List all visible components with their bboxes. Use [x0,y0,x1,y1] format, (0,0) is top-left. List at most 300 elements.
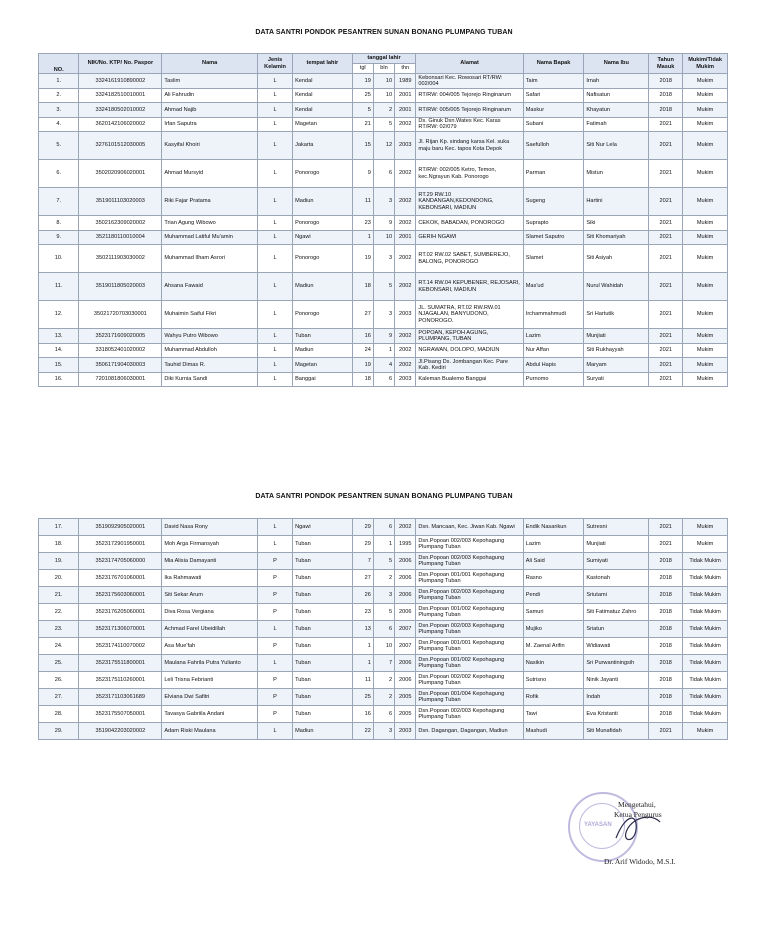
cell-tempat: Magetan [293,358,353,373]
cell-alamat: RT.29 RW.10 KANDANGAN,KEDONDONG, KEBONSARI, MADIUN [416,188,523,216]
table-body-1 [39,74,728,387]
cell-nama: Elviana Dwi Safitri [162,689,258,706]
cell-tempat: Ponorogo [293,216,353,231]
cell-ibu: Nafisatun [584,88,649,103]
table-row [39,117,728,132]
table-row [39,570,728,587]
cell-tempat: Tuban [293,655,353,672]
cell-ibu: Siki [584,216,649,231]
cell-ibu: Siti Asiyah [584,245,649,273]
cell-bln: 9 [373,216,394,231]
cell-nama: Achmad Farel Ubeidillah [162,621,258,638]
cell-mukim: Tidak Mukim [683,672,728,689]
cell-nik: 3523174705060000 [79,553,162,570]
cell-nik: 3324180502010002 [79,103,162,118]
cell-masuk: 2021 [649,372,683,387]
cell-masuk: 2021 [649,188,683,216]
cell-no: 23. [39,621,79,638]
header-bln: bln [373,64,394,74]
cell-tempat: Tuban [293,621,353,638]
cell-tempat: Tuban [293,672,353,689]
cell-bapak: Pendi [523,587,584,604]
table-row [39,587,728,604]
cell-nama: Ali Fahrudin [162,88,258,103]
cell-alamat: Dsn.Popoan 002/003 Kepohagung Plumpang Tuban [416,706,523,723]
cell-tempat: Banggai [293,372,353,387]
signature-line-1: Mengetahui, [618,800,656,809]
cell-bln: 10 [373,74,394,89]
cell-mukim: Mukim [683,188,728,216]
cell-tgl: 7 [352,553,373,570]
cell-ibu: Kastonah [584,570,649,587]
cell-tgl: 11 [352,672,373,689]
table-row [39,329,728,344]
cell-nama: Maulana Fahrila Putra Yulianto [162,655,258,672]
cell-jk: L [258,536,293,553]
header-jenis-kelamin: Jenis Kelamin [258,54,293,74]
cell-jk: P [258,570,293,587]
cell-tgl: 26 [352,587,373,604]
cell-nik: 3523175507050001 [79,706,162,723]
cell-nik: 35021720703030001 [79,301,162,329]
cell-thn: 2003 [395,372,416,387]
cell-nama: Kasyifal Khoiri [162,132,258,160]
cell-no: 16. [39,372,79,387]
cell-bln: 9 [373,329,394,344]
cell-alamat: Dsn.Popoan 001/002 Kepohagung Plumpang Tuban [416,604,523,621]
cell-mukim: Mukim [683,74,728,89]
cell-no: 12. [39,301,79,329]
cell-bapak: Lazim [523,536,584,553]
cell-no: 19. [39,553,79,570]
cell-jk: L [258,188,293,216]
cell-jk: L [258,88,293,103]
cell-nama: Tauhid Dimas R. [162,358,258,373]
cell-thn: 2003 [395,132,416,160]
cell-mukim: Mukim [683,216,728,231]
cell-tempat: Madiun [293,273,353,301]
cell-tgl: 15 [352,132,373,160]
table-row [39,706,728,723]
cell-alamat: Dsn.Popoan 001/002 Kepohagung Plumpang Tuban [416,655,523,672]
cell-tempat: Tuban [293,689,353,706]
cell-masuk: 2021 [649,160,683,188]
cell-nama: Trian Agung Wibowo [162,216,258,231]
header-tgl: tgl [352,64,373,74]
cell-bln: 2 [373,103,394,118]
cell-jk: L [258,160,293,188]
cell-masuk: 2018 [649,655,683,672]
cell-tgl: 16 [352,706,373,723]
cell-bapak: Lazim [523,329,584,344]
table-row [39,216,728,231]
cell-alamat: POPOAN, KEPOH AGUNG, PLUMPANG, TUBAN [416,329,523,344]
cell-alamat: Kaleman Bualemo Banggai [416,372,523,387]
cell-alamat: RT.14 RW.04 KEPUBENER, REJOSARI, KEBONSARI, MADIUN [416,273,523,301]
cell-bapak: Taim [523,74,584,89]
cell-thn: 2002 [395,245,416,273]
cell-alamat: Dsn.Popoan 002/003 Kepohagung Plumpang Tuban [416,621,523,638]
cell-tempat: Tuban [293,587,353,604]
cell-alamat: RT/RW: 002/005 Ketro, Temon, kec.Ngrayun Kab. Ponorogo [416,160,523,188]
cell-masuk: 2018 [649,553,683,570]
cell-nama: Muhammad Abdulloh [162,343,258,358]
cell-no: 9. [39,230,79,245]
cell-ibu: Indah [584,689,649,706]
cell-masuk: 2021 [649,301,683,329]
cell-masuk: 2018 [649,604,683,621]
cell-tgl: 29 [352,519,373,536]
cell-mukim: Mukim [683,230,728,245]
cell-thn: 2001 [395,88,416,103]
cell-mukim: Mukim [683,273,728,301]
cell-jk: P [258,587,293,604]
cell-nama: Ahmad Mursyid [162,160,258,188]
santri-table-2 [38,518,728,740]
cell-mukim: Mukim [683,519,728,536]
cell-no: 5. [39,132,79,160]
table-row [39,536,728,553]
cell-masuk: 2021 [649,132,683,160]
cell-tgl: 18 [352,273,373,301]
cell-jk: L [258,329,293,344]
cell-bapak: Rasno [523,570,584,587]
cell-no: 8. [39,216,79,231]
page-title: DATA SANTRI PONDOK PESANTREN SUNAN BONANG PLUMPANG TUBAN [255,29,513,36]
cell-thn: 1995 [395,536,416,553]
table-row [39,230,728,245]
cell-nik: 3502020906020001 [79,160,162,188]
cell-alamat: JL. SUMATRA, RT.02 RW.RW.01 NJAGALAN, BANYUDONO, PONOROGO. [416,301,523,329]
cell-mukim: Tidak Mukim [683,655,728,672]
table-row [39,655,728,672]
cell-mukim: Mukim [683,132,728,160]
cell-jk: P [258,553,293,570]
cell-bapak: Nasikin [523,655,584,672]
cell-alamat: Ds. Ginuk Dsn.Wates Kec. Karas RT/RW: 02/079 [416,117,523,132]
cell-tempat: Madiun [293,188,353,216]
cell-tgl: 27 [352,301,373,329]
cell-bln: 2 [373,570,394,587]
cell-no: 7. [39,188,79,216]
table-row [39,604,728,621]
cell-nama: Ahmad Najib [162,103,258,118]
cell-mukim: Mukim [683,117,728,132]
table-row [39,358,728,373]
cell-alamat: CEKOK, BABADAN, PONOROGO [416,216,523,231]
cell-ibu: Fatimah [584,117,649,132]
cell-tgl: 13 [352,621,373,638]
signature-line-2: Ketua Pengurus [614,810,662,819]
cell-nik: 3523175603060001 [79,587,162,604]
cell-bapak: Abdul Hapis [523,358,584,373]
cell-mukim: Mukim [683,723,728,740]
stamp-label: YAYASAN [584,822,612,828]
cell-ibu: Maryam [584,358,649,373]
cell-masuk: 2021 [649,358,683,373]
cell-nama: Mia Alisia Damayanti [162,553,258,570]
cell-ibu: Siti Nur Lela [584,132,649,160]
cell-tgl: 25 [352,88,373,103]
cell-alamat: RT/RW: 005/005 Tejorejo Ringinarum [416,103,523,118]
cell-masuk: 2018 [649,638,683,655]
cell-thn: 2002 [395,343,416,358]
table-row [39,88,728,103]
cell-tgl: 19 [352,245,373,273]
cell-mukim: Mukim [683,372,728,387]
cell-jk: P [258,604,293,621]
cell-tgl: 23 [352,604,373,621]
cell-masuk: 2021 [649,723,683,740]
table-row [39,638,728,655]
cell-masuk: 2021 [649,216,683,231]
cell-masuk: 2018 [649,672,683,689]
cell-bln: 6 [373,621,394,638]
table-row [39,689,728,706]
header-nama-bapak: Nama Bapak [523,54,584,74]
cell-tempat: Tuban [293,638,353,655]
cell-thn: 2002 [395,188,416,216]
cell-tgl: 9 [352,160,373,188]
cell-jk: P [258,706,293,723]
cell-mukim: Mukim [683,103,728,118]
cell-ibu: Sriutami [584,587,649,604]
cell-nama: Muhammad Latiful Mu'amin [162,230,258,245]
cell-thn: 2002 [395,358,416,373]
cell-mukim: Mukim [683,88,728,103]
cell-nik: 3523174110070002 [79,638,162,655]
cell-nama: Siti Sekar Arum [162,587,258,604]
table-row [39,245,728,273]
cell-nama: Muhaimin Saiful Fikri [162,301,258,329]
cell-tgl: 23 [352,216,373,231]
table-row [39,372,728,387]
cell-nik: 3519011103020003 [79,188,162,216]
cell-no: 11. [39,273,79,301]
cell-bln: 5 [373,553,394,570]
cell-thn: 2002 [395,216,416,231]
cell-bapak: Parman [523,160,584,188]
cell-ibu: Mistun [584,160,649,188]
cell-no: 20. [39,570,79,587]
cell-ibu: Sumiyati [584,553,649,570]
cell-nama: Moh Arga Firmansyah [162,536,258,553]
cell-no: 15. [39,358,79,373]
header-tempat-lahir: tempat lahir [293,54,353,74]
cell-bln: 3 [373,723,394,740]
cell-bapak: Mas'ud [523,273,584,301]
cell-jk: L [258,519,293,536]
cell-tgl: 18 [352,372,373,387]
cell-jk: L [258,216,293,231]
cell-nik: 3523171609020005 [79,329,162,344]
table-row [39,621,728,638]
cell-ibu: Nurul Wahidah [584,273,649,301]
cell-no: 13. [39,329,79,344]
cell-thn: 2002 [395,117,416,132]
cell-bln: 2 [373,689,394,706]
cell-no: 28. [39,706,79,723]
cell-thn: 2003 [395,723,416,740]
cell-bapak: Tawi [523,706,584,723]
cell-thn: 2005 [395,689,416,706]
cell-mukim: Mukim [683,301,728,329]
cell-nik: 3276101512030005 [79,132,162,160]
cell-masuk: 2021 [649,245,683,273]
cell-bapak: Slamet [523,245,584,273]
cell-tgl: 1 [352,638,373,655]
cell-jk: L [258,301,293,329]
cell-mukim: Tidak Mukim [683,570,728,587]
cell-thn: 2007 [395,621,416,638]
table-body-2 [39,519,728,740]
cell-bapak: Nur Affan [523,343,584,358]
cell-no: 26. [39,672,79,689]
cell-nama: Diki Kurnia Sandi [162,372,258,387]
cell-ibu: Siti Rukhayyah [584,343,649,358]
cell-thn: 2002 [395,329,416,344]
cell-bln: 6 [373,372,394,387]
cell-bapak: Maskur [523,103,584,118]
cell-tempat: Kendal [293,74,353,89]
cell-ibu: Sri Hartutik [584,301,649,329]
cell-nama: Muhammad Ilham Asrori [162,245,258,273]
cell-nik: 3523176205060001 [79,604,162,621]
cell-nik: 3324182510010001 [79,88,162,103]
cell-alamat: NGRAWAN, DOLOPO, MADIUN [416,343,523,358]
cell-jk: L [258,723,293,740]
cell-no: 14. [39,343,79,358]
cell-alamat: Dsn.Popoan 001/001 Kepohagung Plumpang Tuban [416,570,523,587]
cell-thn: 2006 [395,587,416,604]
cell-tempat: Madiun [293,343,353,358]
cell-tgl: 29 [352,536,373,553]
cell-bln: 3 [373,245,394,273]
cell-bln: 4 [373,358,394,373]
cell-ibu: Irnah [584,74,649,89]
cell-nik: 7201081806030001 [79,372,162,387]
cell-bln: 10 [373,88,394,103]
cell-bapak: Purnomo [523,372,584,387]
cell-tempat: Tuban [293,570,353,587]
cell-tempat: Ponorogo [293,160,353,188]
cell-bln: 2 [373,672,394,689]
cell-no: 24. [39,638,79,655]
cell-alamat: Dsn.Popoan 002/003 Kepohagung Plumpang Tuban [416,587,523,604]
cell-bapak: Suprapto [523,216,584,231]
cell-tempat: Kendal [293,88,353,103]
cell-tempat: Madiun [293,723,353,740]
cell-nama: Leli Trisna Febrianti [162,672,258,689]
cell-bln: 5 [373,273,394,301]
cell-jk: L [258,273,293,301]
cell-nama: Asa Mue'fah [162,638,258,655]
cell-ibu: Khayatun [584,103,649,118]
cell-alamat: Dsn.Popoan 002/003 Kepohagung Plumpang Tuban [416,553,523,570]
cell-nama: Riki Fajar Pratama [162,188,258,216]
cell-bln: 3 [373,587,394,604]
cell-no: 21. [39,587,79,604]
cell-nik: 3523176701060001 [79,570,162,587]
cell-nama: David Nasa Rony [162,519,258,536]
cell-ibu: Siti Khomariyah [584,230,649,245]
cell-bapak: Mashudi [523,723,584,740]
cell-alamat: RT.02 RW.02 SABET, SUMBEREJO, BALONG, PONOROGO [416,245,523,273]
cell-nama: Adam Riski Maulana [162,723,258,740]
cell-ibu: Siti Munafidah [584,723,649,740]
cell-mukim: Mukim [683,245,728,273]
cell-thn: 2006 [395,655,416,672]
cell-thn: 2006 [395,553,416,570]
header-nama-ibu: Nama Ibu [584,54,649,74]
table-row [39,273,728,301]
table-row [39,188,728,216]
cell-thn: 2003 [395,301,416,329]
cell-no: 4. [39,117,79,132]
cell-bapak: M. Zaenal Arifin [523,638,584,655]
cell-bapak: Saefulloh [523,132,584,160]
cell-nama: Ahsana Fawaid [162,273,258,301]
cell-tempat: Kendal [293,103,353,118]
cell-bapak: Safari [523,88,584,103]
cell-jk: L [258,343,293,358]
header-alamat: Alamat [416,54,523,74]
table-header [39,54,728,74]
cell-bln: 10 [373,638,394,655]
cell-jk: L [258,621,293,638]
cell-masuk: 2018 [649,706,683,723]
cell-thn: 2002 [395,160,416,188]
table-row [39,343,728,358]
cell-no: 29. [39,723,79,740]
cell-tgl: 21 [352,117,373,132]
cell-bln: 6 [373,519,394,536]
cell-bapak: Ali Said [523,553,584,570]
cell-nama: Taslim [162,74,258,89]
cell-mukim: Tidak Mukim [683,706,728,723]
table-row [39,132,728,160]
cell-jk: L [258,103,293,118]
cell-alamat: Dsn. Mancaan, Kec. Jiwan Kab. Ngawi [416,519,523,536]
cell-no: 6. [39,160,79,188]
cell-ibu: Munjiati [584,536,649,553]
cell-nik: 3502162309020002 [79,216,162,231]
cell-bapak: Slamet Saputro [523,230,584,245]
cell-alamat: Jl. Rijan Kp. sindang karsa Kel. suka maju baru Kec. tapos Kota Depok [416,132,523,160]
cell-thn: 2002 [395,273,416,301]
cell-tgl: 24 [352,343,373,358]
cell-jk: L [258,117,293,132]
table-row [39,723,728,740]
cell-bln: 3 [373,301,394,329]
cell-tgl: 1 [352,230,373,245]
cell-tgl: 22 [352,723,373,740]
cell-mukim: Tidak Mukim [683,604,728,621]
table-row [39,103,728,118]
table-row [39,553,728,570]
cell-nik: 3324161910890002 [79,74,162,89]
cell-thn: 2005 [395,706,416,723]
cell-jk: L [258,655,293,672]
cell-masuk: 2018 [649,689,683,706]
cell-jk: L [258,74,293,89]
cell-no: 25. [39,655,79,672]
cell-tgl: 16 [352,329,373,344]
cell-jk: L [258,132,293,160]
cell-jk: L [258,358,293,373]
cell-bapak: Irchammahmudi [523,301,584,329]
cell-nik: 3519042203020002 [79,723,162,740]
